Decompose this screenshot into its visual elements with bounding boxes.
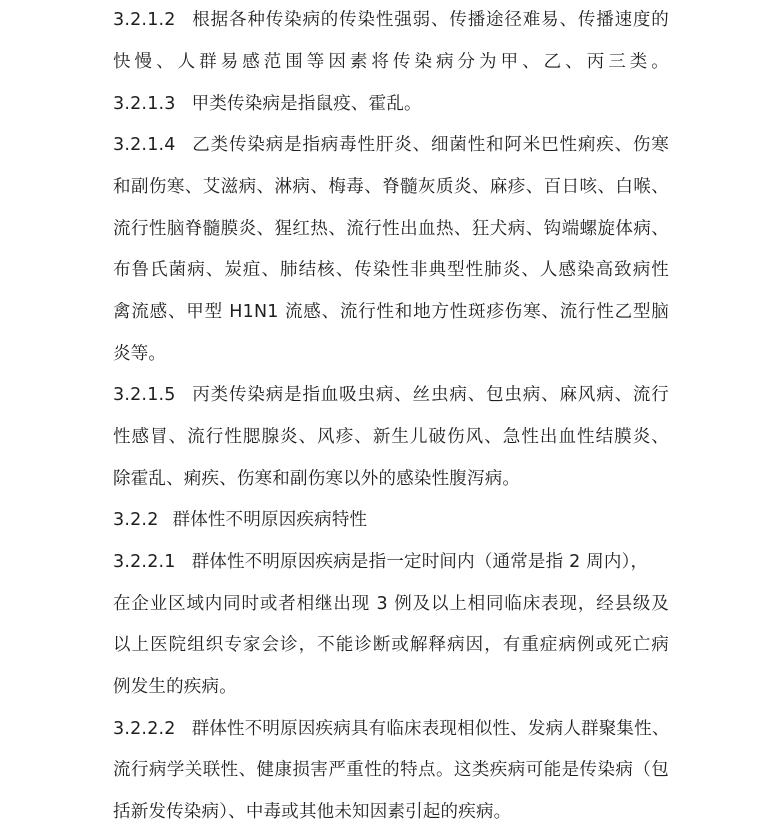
- clause-3-2-2-1-line-3: [113, 630, 669, 660]
- section-number: 3.2.2: [113, 510, 159, 530]
- clause-3-2-1-3-line-1: [113, 89, 422, 119]
- clause-3-2-2-1-line-4: [113, 672, 237, 702]
- clause-3-2-1-2-line-1: [113, 5, 669, 35]
- clause-3-2-1-4-line-6: [113, 339, 166, 369]
- section-3-2-2-heading: [113, 505, 367, 535]
- clause-text: 流行性脑脊髓膜炎、猩红热、流行性出血热、狂犬病、钩端螺旋体病、: [113, 219, 669, 239]
- clause-3-2-2-2-line-2: [113, 755, 669, 785]
- clause-text: 括新发传染病）、中毒或其他未知因素引起的疾病。: [113, 802, 512, 822]
- clause-3-2-1-4-line-2: [113, 172, 669, 202]
- clause-text: 以上医院组织专家会诊，不能诊断或解释病因，有重症病例或死亡病: [113, 635, 669, 655]
- clause-number: 3.2.1.3: [113, 94, 176, 114]
- clause-3-2-1-5-line-3: [113, 464, 520, 494]
- clause-text: 根据各种传染病的传染性强弱、传播途径难易、传播速度的: [191, 10, 669, 30]
- clause-text: 禽流感、甲型 H1N1 流感、流行性和地方性斑疹伤寒、流行性乙型脑: [113, 302, 669, 322]
- clause-number: 3.2.2.1: [113, 552, 176, 572]
- clause-3-2-2-1-line-1: [113, 547, 648, 577]
- clause-text: 和副伤寒、艾滋病、淋病、梅毒、脊髓灰质炎、麻疹、百日咳、白喉、: [113, 177, 669, 197]
- clause-number: 3.2.2.2: [113, 719, 176, 739]
- clause-number: 3.2.1.2: [113, 10, 176, 30]
- clause-3-2-1-4-line-5: [113, 297, 669, 327]
- clause-text: 丙类传染病是指血吸虫病、丝虫病、包虫病、麻风病、流行: [191, 385, 669, 405]
- clause-text: 流行病学关联性、健康损害严重性的特点。这类疾病可能是传染病（包: [113, 760, 669, 780]
- clause-text: 在企业区域内同时或者相继出现 3 例及以上相同临床表现，经县级及: [113, 594, 669, 614]
- clause-number: 3.2.1.4: [113, 135, 176, 155]
- clause-text: 群体性不明原因疾病是指一定时间内（通常是指 2 周内），: [191, 552, 649, 572]
- clause-3-2-1-2-line-2: [113, 47, 669, 77]
- clause-3-2-1-5-line-2: [113, 422, 669, 452]
- clause-3-2-2-2-line-3: [113, 797, 511, 827]
- clause-text: 例发生的疾病。: [113, 677, 237, 697]
- clause-3-2-1-5-line-1: [113, 380, 669, 410]
- clause-text: 布鲁氏菌病、炭疽、肺结核、传染性非典型性肺炎、人感染高致病性: [113, 260, 669, 280]
- clause-text: 炎等。: [113, 344, 167, 364]
- clause-text: 除霍乱、痢疾、伤寒和副伤寒以外的感染性腹泻病。: [113, 469, 521, 489]
- clause-number: 3.2.1.5: [113, 385, 176, 405]
- section-title: 群体性不明原因疾病特性: [172, 510, 368, 530]
- clause-text: 乙类传染病是指病毒性肝炎、细菌性和阿米巴性痢疾、伤寒: [191, 135, 669, 155]
- clause-text: 甲类传染病是指鼠疫、霍乱。: [191, 94, 422, 114]
- clause-3-2-2-2-line-1: [113, 714, 670, 744]
- clause-3-2-1-4-line-3: [113, 214, 669, 244]
- clause-text: 性感冒、流行性腮腺炎、风疹、新生儿破伤风、急性出血性结膜炎、: [113, 427, 669, 447]
- clause-text: 群体性不明原因疾病具有临床表现相似性、发病人群聚集性、: [191, 719, 670, 739]
- clause-3-2-1-4-line-1: [113, 130, 669, 160]
- clause-3-2-2-1-line-2: [113, 589, 669, 619]
- clause-3-2-1-4-line-4: [113, 255, 669, 285]
- clause-text: 快慢、人群易感范围等因素将传染病分为甲、乙、丙三类。: [113, 52, 669, 72]
